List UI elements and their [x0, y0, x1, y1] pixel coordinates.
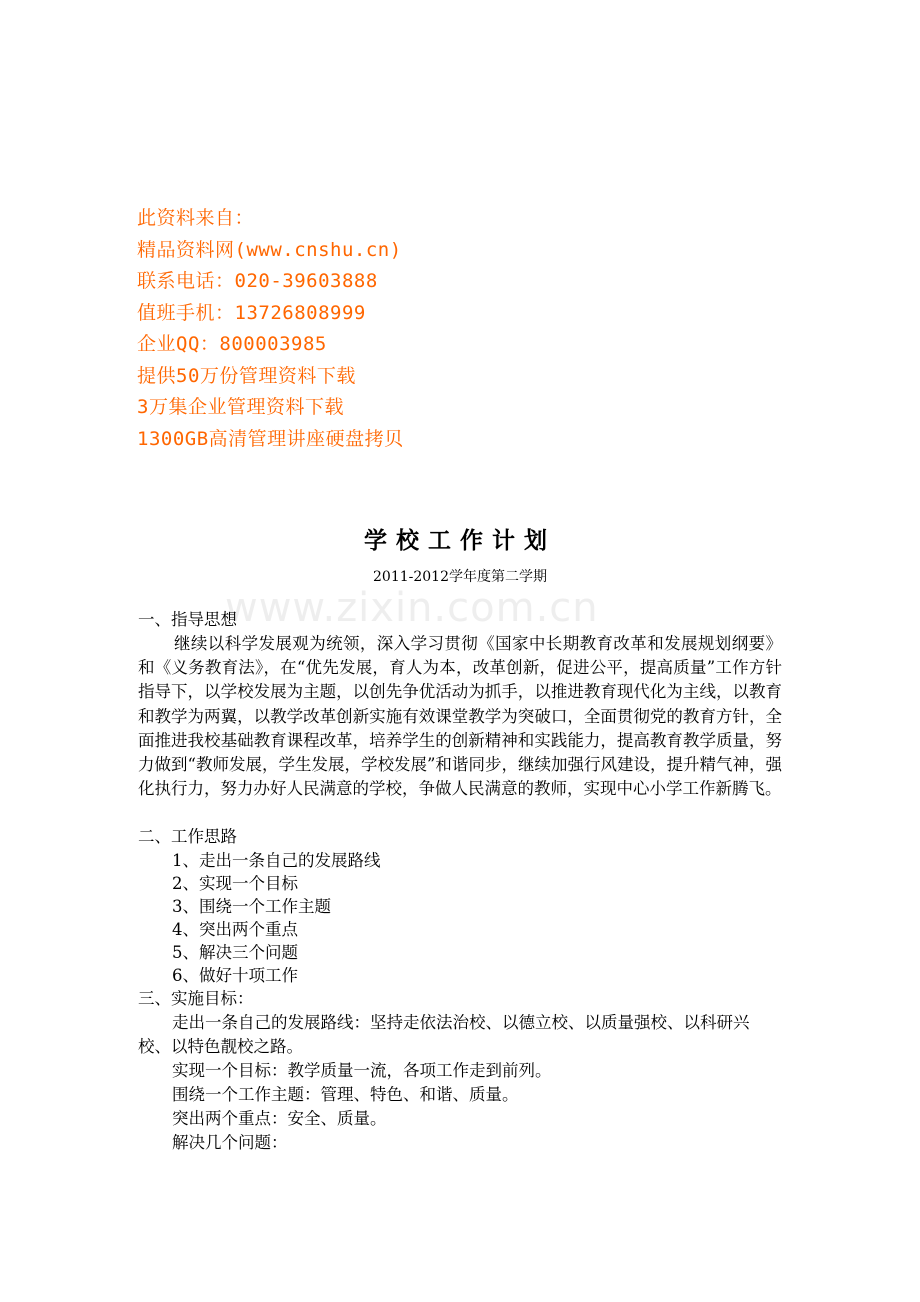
- section-paragraph: 解决几个问题：: [172, 1133, 288, 1153]
- document-body: [138, 608, 782, 1155]
- section-paragraph-guiding-thought: 继续以科学发展观为统领，深入学习贯彻《国家中长期教育改革和发展规划纲要》和《义务教育法》，在“优先发展，育人为本，改革创新，促进公平，提高质量”工作方针指导下，以学校发展为主题，以创先争优活动为抓手，以推进教育现代化为主线，以教育和教学为两翼，以教学改革创新实施有效课堂教学为突破口，全面贯彻党的教育方针，全面推进我校基础教育课程改革，培养学生的创新精神和实践能力，提高教育教学质量，努力做到“教师发展，学生发展，学校发展”和谐同步，继续加强行风建设，提升精气神，强化执行力，努力办好人民满意的学校，争做人民满意的教师，实现中心小学工作新腾飞。: [138, 634, 782, 799]
- watermark: www.zixin.com.cn: [225, 585, 599, 631]
- section-paragraph: 突出两个重点：安全、质量。: [172, 1109, 387, 1129]
- source-info-block: [137, 203, 757, 455]
- source-line: 1300GB高清管理讲座硬盘拷贝: [137, 427, 404, 450]
- source-line: 此资料来自：: [137, 207, 255, 229]
- list-item: 6、做好十项工作: [172, 966, 298, 986]
- list-item: 4、突出两个重点: [172, 920, 298, 940]
- source-line-phone: 联系电话：020-39603888: [137, 270, 378, 292]
- source-line-qq: 企业QQ：800003985: [137, 333, 327, 355]
- list-item: 5、解决三个问题: [172, 943, 298, 963]
- section-heading-work-ideas: 二、工作思路: [138, 827, 237, 847]
- list-item: 3、围绕一个工作主题: [172, 897, 331, 917]
- source-line-mobile: 值班手机：13726808999: [137, 301, 366, 324]
- document-subtitle: 2011-2012学年度第二学期: [373, 569, 547, 585]
- section-paragraph: 围绕一个工作主题：管理、特色、和谐、质量。: [172, 1085, 519, 1105]
- section-heading-guiding-thought: 一、指导思想: [138, 610, 237, 629]
- source-line-website[interactable]: 精品资料网(www.cnshu.cn): [137, 238, 402, 261]
- section-paragraph: 走出一条自己的发展路线：坚持走依法治校、以德立校、以质量强校、以科研兴校、以特色靓校之路。: [138, 1013, 750, 1057]
- source-line: 提供50万份管理资料下载: [137, 364, 356, 387]
- list-item: 2、实现一个目标: [172, 874, 298, 894]
- section-heading-implementation-goals: 三、实施目标：: [138, 989, 254, 1009]
- section-paragraph: 实现一个目标：教学质量一流，各项工作走到前列。: [172, 1061, 552, 1081]
- list-item: 1、走出一条自己的发展路线: [172, 851, 381, 871]
- spacer: [138, 801, 782, 825]
- document-title: 学校工作计划: [364, 528, 556, 554]
- source-line: 3万集企业管理资料下载: [137, 396, 344, 418]
